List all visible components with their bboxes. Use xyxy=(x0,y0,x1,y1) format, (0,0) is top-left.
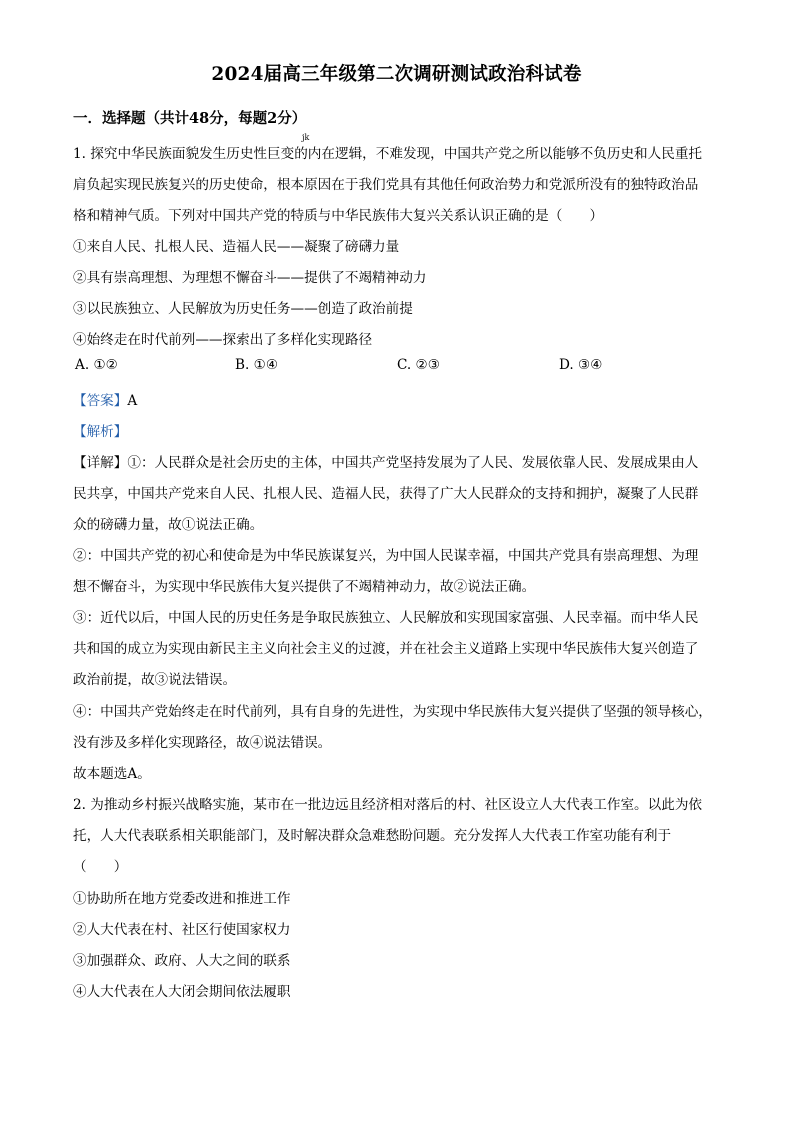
q1-option-a: A. ①② xyxy=(75,357,118,373)
q1-detail-line: 政治前提，故③说法错误。 xyxy=(73,672,237,688)
q1-stem-line: 格和精神气质。下列对中国共产党的特质与中华民族伟大复兴关系认识正确的是（ ） xyxy=(73,208,604,224)
q1-detail-line: 没有涉及多样化实现路径，故④说法错误。 xyxy=(73,735,332,751)
q1-stem-line: 肩负起实现民族复兴的历史使命，根本原因在于我们党具有其他任何政治势力和党派所没有的独特政治品 xyxy=(73,177,699,193)
q1-detail-line: 故本题选A。 xyxy=(73,766,151,782)
q1-item: ③以民族独立、人民解放为历史任务——创造了政治前提 xyxy=(73,301,413,317)
answer-value: A xyxy=(127,393,138,409)
q1-detail-line: 民共享，中国共产党来自人民、扎根人民、造福人民，获得了广大人民群众的支持和拥护，凝聚了人民群 xyxy=(73,486,699,502)
q1-option-d: D. ③④ xyxy=(559,357,603,373)
q1-item: ④始终走在时代前列——探索出了多样化实现路径 xyxy=(73,332,373,348)
q1-detail-line: 想不懈奋斗，为实现中华民族伟大复兴提供了不竭精神动力，故②说法正确。 xyxy=(73,579,536,595)
section-heading: 一．选择题（共计48分，每题2分） xyxy=(73,110,307,127)
q1-item: ①来自人民、扎根人民、造福人民——凝聚了磅礴力量 xyxy=(73,239,400,255)
q1-detail-line: ③：近代以后，中国人民的历史任务是争取民族独立、人民解放和实现国家富强、人民幸福。而中华人民 xyxy=(73,610,699,626)
q2-stem-line: 托，人大代表联系相关职能部门，及时解决群众急难愁盼问题。充分发挥人大代表工作室功能有利于 xyxy=(73,828,672,844)
q1-detail-line: 【详解】①：人民群众是社会历史的主体，中国共产党坚持发展为了人民、发展依靠人民、发展成果由人 xyxy=(73,455,699,471)
q1-detail-line: ②：中国共产党的初心和使命是为中华民族谋复兴，为中国人民谋幸福，中国共产党具有崇高理想、为理 xyxy=(73,548,699,564)
q1-stem-line: 1. 探究中华民族面貌发生历史性巨变的内在逻辑，不难发现，中国共产党之所以能够不负历史和人民重托 xyxy=(73,146,703,162)
q1-detail-line: 共和国的成立为实现由新民主主义向社会主义的过渡，并在社会主义道路上实现中华民族伟大复兴创造了 xyxy=(73,641,699,657)
q2-stem-line: 2. 为推动乡村振兴战略实施，某市在一批边远且经济相对落后的村、社区设立人大代表工作室。以此为依 xyxy=(73,797,703,813)
q2-item: ④人大代表在人大闭会期间依法履职 xyxy=(73,984,291,1000)
q2-stem-line: （ ） xyxy=(73,859,128,875)
q1-detail-line: 众的磅礴力量，故①说法正确。 xyxy=(73,517,264,533)
answer-tag: 【答案】 xyxy=(73,393,128,409)
q1-item: ②具有崇高理想、为理想不懈奋斗——提供了不竭精神动力 xyxy=(73,270,427,286)
q1-detail-line: ④：中国共产党始终走在时代前列，具有自身的先进性，为实现中华民族伟大复兴提供了坚强的领导核心， xyxy=(73,704,712,720)
q2-item: ①协助所在地方党委改进和推进工作 xyxy=(73,891,291,907)
q2-item: ②人大代表在村、社区行使国家权力 xyxy=(73,922,291,938)
q1-option-b: B. ①④ xyxy=(235,357,279,373)
q1-answer xyxy=(73,389,137,409)
q2-item: ③加强群众、政府、人大之间的联系 xyxy=(73,953,291,969)
q1-option-c: C. ②③ xyxy=(397,357,440,373)
watermark-mark: jk xyxy=(302,133,310,142)
page-title: 2024届高三年级第二次调研测试政治科试卷 xyxy=(211,64,582,85)
analysis-tag: 【解析】 xyxy=(73,424,128,440)
